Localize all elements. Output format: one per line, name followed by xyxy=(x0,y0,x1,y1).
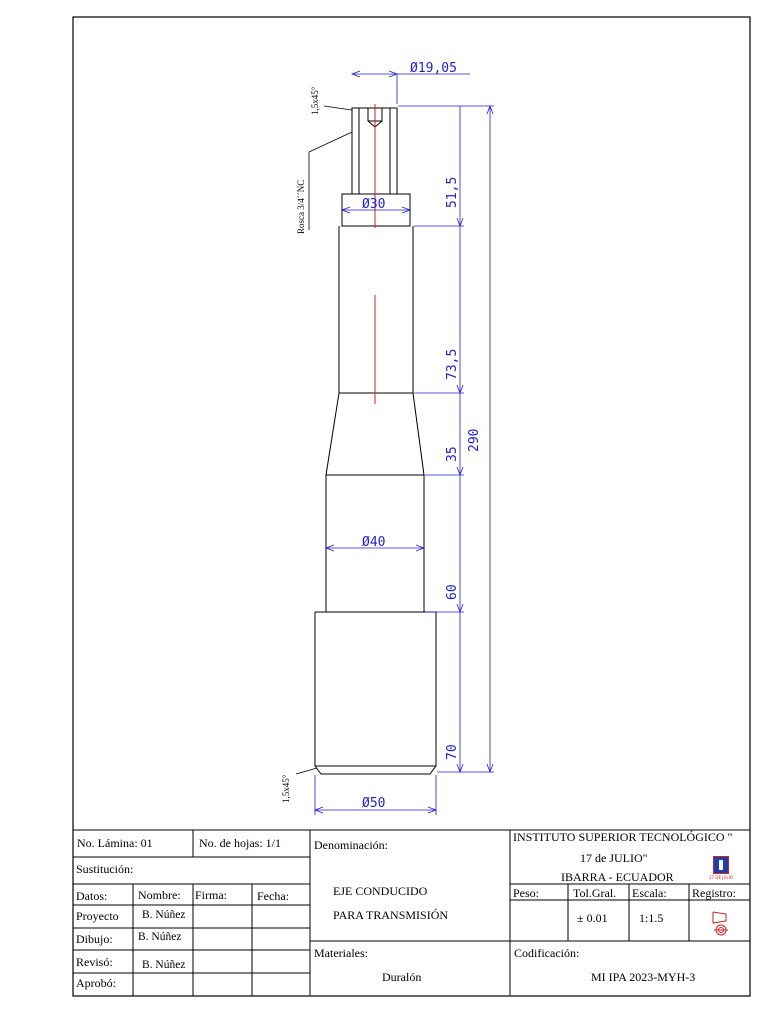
dim-len-mid: 60 xyxy=(445,584,460,600)
institute-line2: 17 de JULIO" xyxy=(580,851,648,865)
dim-base-diameter: Ø50 xyxy=(362,796,386,811)
institute-line3: IBARRA - ECUADOR xyxy=(561,870,674,884)
dim-collar-diameter: Ø30 xyxy=(362,197,386,212)
row-label-dibujo: Dibujo: xyxy=(76,932,113,946)
institute-line1: INSTITUTO SUPERIOR TECNOLÓGICO " xyxy=(513,830,733,844)
sheet-border xyxy=(73,17,750,996)
firma-header: Firma: xyxy=(195,888,227,902)
escala-label: Escala: xyxy=(632,886,667,900)
codificacion-label: Codificación: xyxy=(514,946,580,960)
row-label-aprobo: Aprobó: xyxy=(76,976,116,990)
note-chamfer-top: 1,5x45° xyxy=(310,86,320,115)
denominacion-label: Denominación: xyxy=(314,838,388,852)
datos-header: Datos: xyxy=(76,889,108,903)
materiales-label: Materiales: xyxy=(314,946,368,960)
dim-len-thread: 51,5 xyxy=(445,176,460,208)
row-name-proyecto: B. Núñez xyxy=(142,909,186,921)
dim-len-taper: 35 xyxy=(445,446,460,462)
dim-len-base: 70 xyxy=(445,744,460,760)
registro-label: Registro: xyxy=(692,886,736,900)
fecha-header: Fecha: xyxy=(257,889,289,903)
sustitucion-label: Sustitución: xyxy=(76,862,134,876)
dim-total-length: 290 xyxy=(467,428,482,452)
escala-value: 1:1.5 xyxy=(639,911,664,925)
institute-logo xyxy=(706,856,736,882)
row-name-dibujo: B. Núñez xyxy=(138,931,182,943)
codificacion-value: MI IPA 2023-MYH-3 xyxy=(591,970,696,984)
dim-len-shaft: 73,5 xyxy=(445,348,460,380)
row-label-proyecto: Proyecto xyxy=(76,909,119,923)
lamina-label: No. Lámina: 01 xyxy=(77,836,153,850)
material-value: Duralón xyxy=(382,970,422,984)
peso-label: Peso: xyxy=(513,886,540,900)
note-chamfer-bottom: 1,5x45° xyxy=(281,774,291,803)
note-thread: Rosca 3/4´´NC xyxy=(296,179,306,234)
row-name-reviso: B. Núñez xyxy=(142,959,186,971)
projection-symbol-icon xyxy=(713,912,728,935)
denominacion-line2: PARA TRANSMISIÓN xyxy=(333,908,449,922)
tol-label: Tol.Gral. xyxy=(573,886,617,900)
hojas-label: No. de hojas: 1/1 xyxy=(199,836,281,850)
row-label-reviso: Revisó: xyxy=(76,955,113,969)
denominacion-line1: EJE CONDUCIDO xyxy=(333,884,428,898)
logo-caption: 17 DE JULIO xyxy=(709,875,733,880)
dim-mid-diameter: Ø40 xyxy=(362,535,386,550)
tol-value: ± 0.01 xyxy=(577,911,608,925)
nombre-header: Nombre: xyxy=(138,888,181,902)
dim-top-diameter: Ø19,05 xyxy=(410,61,457,76)
